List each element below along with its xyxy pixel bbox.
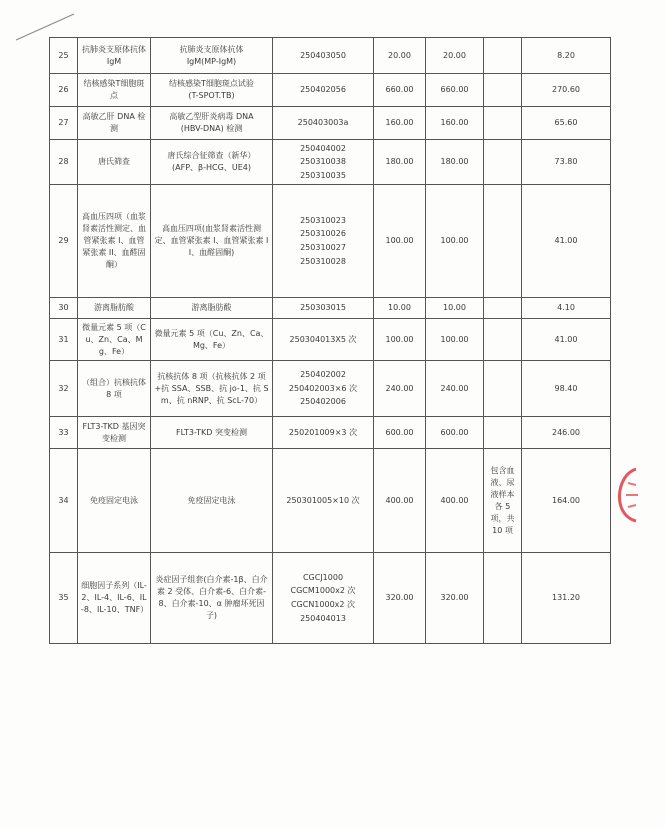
- cell-item: 抗肺炎支原体抗体 IgM: [78, 38, 151, 74]
- cell-subtotal: 600.00: [426, 417, 484, 449]
- table-row: [50, 140, 611, 185]
- cell-item: （组合）抗核抗体 8 项: [78, 361, 151, 417]
- cell-subtotal: 10.00: [426, 298, 484, 319]
- cell-subtotal: 180.00: [426, 140, 484, 185]
- cell-item: 高敏乙肝 DNA 检测: [78, 107, 151, 140]
- cell-note: [484, 298, 522, 319]
- table-row: [50, 417, 611, 449]
- cell-content: 唐氏综合征筛查（新华） (AFP、β-HCG、UE4): [151, 140, 273, 185]
- cell-number: 34: [50, 449, 78, 553]
- cell-content: 炎症因子组套(白介素-1β、白介素 2 受体、白介素-6、白介素-8、白介素-10、α 肿瘤坏死因子): [151, 553, 273, 644]
- cell-content: 抗肺炎支原体抗体 IgM(MP-IgM): [151, 38, 273, 74]
- cell-content: 游离脂肪酸: [151, 298, 273, 319]
- table-row: [50, 107, 611, 140]
- cell-unit-price: 20.00: [374, 38, 426, 74]
- cell-code: 250403003a: [273, 107, 374, 140]
- cell-item: 免疫固定电泳: [78, 449, 151, 553]
- cell-amount: 4.10: [522, 298, 611, 319]
- cell-note: [484, 38, 522, 74]
- cell-code: 250310023 250310026 250310027 250310028: [273, 185, 374, 298]
- cell-unit-price: 600.00: [374, 417, 426, 449]
- cell-code: 250403050: [273, 38, 374, 74]
- cell-content: FLT3-TKD 突变检测: [151, 417, 273, 449]
- fee-table: [49, 37, 611, 644]
- cell-subtotal: 100.00: [426, 319, 484, 361]
- cell-content: 高血压四项(血浆肾素活性测定、血管紧张素 I、血管紧张素 II、血醛固酮): [151, 185, 273, 298]
- cell-subtotal: 660.00: [426, 74, 484, 107]
- cell-amount: 8.20: [522, 38, 611, 74]
- cell-note: [484, 553, 522, 644]
- cell-content: 高敏乙型肝炎病毒 DNA (HBV-DNA) 检测: [151, 107, 273, 140]
- cell-content: 免疫固定电泳: [151, 449, 273, 553]
- cell-subtotal: 20.00: [426, 38, 484, 74]
- cell-note: [484, 417, 522, 449]
- table-row: [50, 185, 611, 298]
- cell-note: [484, 74, 522, 107]
- red-stamp-edge: [606, 465, 646, 525]
- cell-note: [484, 185, 522, 298]
- cell-code: 250201009×3 次: [273, 417, 374, 449]
- cell-note: [484, 319, 522, 361]
- cell-amount: 246.00: [522, 417, 611, 449]
- cell-item: 高血压四项（血浆肾素活性测定、血管紧张素 I、血管紧张素 II、血醛固酮）: [78, 185, 151, 298]
- cell-code: 250303015: [273, 298, 374, 319]
- cell-number: 30: [50, 298, 78, 319]
- cell-subtotal: 320.00: [426, 553, 484, 644]
- cell-number: 25: [50, 38, 78, 74]
- cell-amount: 131.20: [522, 553, 611, 644]
- cell-number: 27: [50, 107, 78, 140]
- cell-number: 35: [50, 553, 78, 644]
- cell-code: 250404002 250310038 250310035: [273, 140, 374, 185]
- cell-unit-price: 100.00: [374, 185, 426, 298]
- cell-number: 31: [50, 319, 78, 361]
- cell-item: 结核感染T细胞斑点: [78, 74, 151, 107]
- cell-item: FLT3-TKD 基因突变检测: [78, 417, 151, 449]
- cell-subtotal: 400.00: [426, 449, 484, 553]
- cell-number: 29: [50, 185, 78, 298]
- cell-item: 细胞因子系列（IL-2、IL-4、IL-6、IL-8、IL-10、TNF）: [78, 553, 151, 644]
- cell-number: 33: [50, 417, 78, 449]
- cell-note: [484, 361, 522, 417]
- cell-code: 250304013X5 次: [273, 319, 374, 361]
- cell-subtotal: 100.00: [426, 185, 484, 298]
- table-row: [50, 553, 611, 644]
- cell-amount: 270.60: [522, 74, 611, 107]
- cell-unit-price: 320.00: [374, 553, 426, 644]
- cell-unit-price: 240.00: [374, 361, 426, 417]
- cell-number: 26: [50, 74, 78, 107]
- table-row: [50, 38, 611, 74]
- table-row: [50, 319, 611, 361]
- table-row: [50, 74, 611, 107]
- cell-amount: 98.40: [522, 361, 611, 417]
- cell-amount: 164.00: [522, 449, 611, 553]
- cell-code: 250402056: [273, 74, 374, 107]
- cell-unit-price: 660.00: [374, 74, 426, 107]
- cell-item: 游离脂肪酸: [78, 298, 151, 319]
- cell-code: CGCJ1000 CGCM1000x2 次 CGCN1000x2 次 250404013: [273, 553, 374, 644]
- cell-code: 250301005×10 次: [273, 449, 374, 553]
- cell-amount: 41.00: [522, 319, 611, 361]
- cell-item: 唐氏筛查: [78, 140, 151, 185]
- table-row: [50, 298, 611, 319]
- cell-amount: 73.80: [522, 140, 611, 185]
- cell-unit-price: 400.00: [374, 449, 426, 553]
- cell-note: [484, 107, 522, 140]
- cell-unit-price: 160.00: [374, 107, 426, 140]
- cell-subtotal: 240.00: [426, 361, 484, 417]
- cell-subtotal: 160.00: [426, 107, 484, 140]
- cell-number: 32: [50, 361, 78, 417]
- cell-note: 包含血液、尿液样本各 5 项，共 10 项: [484, 449, 522, 553]
- cell-unit-price: 10.00: [374, 298, 426, 319]
- table-row: [50, 361, 611, 417]
- cell-number: 28: [50, 140, 78, 185]
- cell-content: 抗核抗体 8 项（抗核抗体 2 项+抗 SSA、SSB、抗 jo-1、抗 Sm、抗 nRNP、抗 ScL-70）: [151, 361, 273, 417]
- cell-code: 250402002 250402003×6 次 250402006: [273, 361, 374, 417]
- cell-unit-price: 100.00: [374, 319, 426, 361]
- cell-item: 微量元素 5 项（Cu、Zn、Ca、Mg、Fe）: [78, 319, 151, 361]
- cell-content: 结核感染T细胞斑点试验 (T-SPOT.TB): [151, 74, 273, 107]
- cell-content: 微量元素 5 项（Cu、Zn、Ca、Mg、Fe）: [151, 319, 273, 361]
- cell-note: [484, 140, 522, 185]
- cell-amount: 41.00: [522, 185, 611, 298]
- cell-amount: 65.60: [522, 107, 611, 140]
- table-row: [50, 449, 611, 553]
- cell-unit-price: 180.00: [374, 140, 426, 185]
